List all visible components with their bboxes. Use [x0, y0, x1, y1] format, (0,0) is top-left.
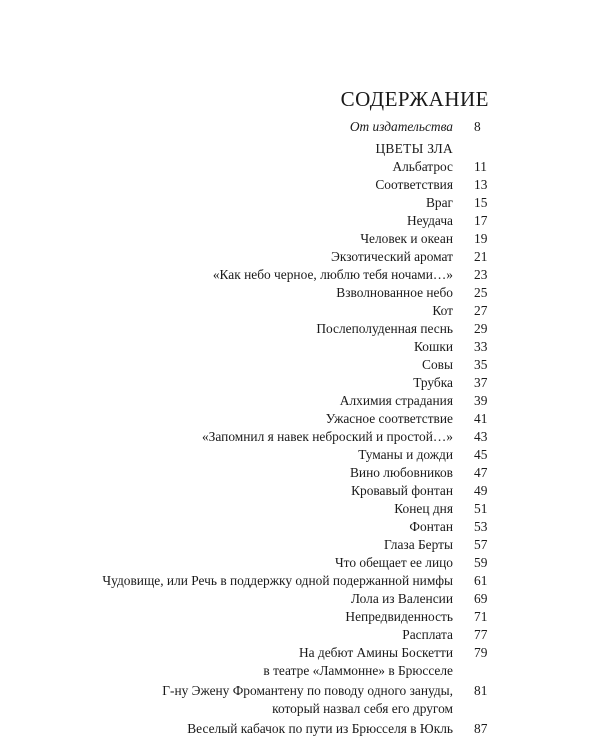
toc-entry[interactable]: [0, 554, 600, 572]
toc-entry[interactable]: [0, 518, 600, 536]
toc-entry[interactable]: [0, 572, 600, 590]
toc-entry-title: Трубка: [413, 375, 453, 390]
toc-entry-title: Кот: [432, 303, 453, 318]
toc-entry-page: 37: [474, 375, 488, 390]
toc-entry[interactable]: [0, 248, 600, 266]
toc-entry-page: 39: [474, 393, 488, 408]
toc-entry-page: 87: [474, 721, 488, 736]
toc-entry[interactable]: [0, 302, 600, 320]
toc-entry-multiline[interactable]: [0, 682, 600, 700]
toc-entry-page: 23: [474, 267, 488, 282]
toc-entry-page: 51: [474, 501, 488, 516]
toc-entry-page: 47: [474, 465, 488, 480]
toc-entry-page: 17: [474, 213, 488, 228]
toc-entry[interactable]: [0, 392, 600, 410]
toc-entry[interactable]: [0, 410, 600, 428]
toc-entry[interactable]: [0, 266, 600, 284]
toc-entry-title-line2: который назвал себя его другом: [272, 701, 453, 716]
toc-entry-title: Неудача: [406, 213, 453, 228]
toc-entry-page: 49: [474, 483, 488, 498]
toc-entry-title: Альбатрос: [392, 159, 453, 174]
toc-entry-title: Непредвиденность: [345, 609, 453, 624]
toc-entry-title-line1: Г-ну Эжену Фромантену по поводу одного зануды,: [162, 683, 453, 698]
toc-entry-title: Туманы и дожди: [358, 447, 453, 462]
toc-entry[interactable]: [0, 464, 600, 482]
toc-entry-page: 29: [474, 321, 488, 336]
toc-entry-title: «Как небо черное, люблю тебя ночами…»: [212, 267, 453, 282]
toc-entry-page: 43: [474, 429, 488, 444]
toc-entry[interactable]: [0, 720, 600, 738]
toc-entry[interactable]: [0, 320, 600, 338]
table-of-contents: [0, 118, 600, 738]
toc-entry-page: 59: [474, 555, 488, 570]
toc-entry-title: Кровавый фонтан: [351, 483, 453, 498]
toc-entry[interactable]: [0, 590, 600, 608]
toc-entry-page: 8: [474, 119, 481, 134]
toc-entry-title: От издательства: [349, 119, 453, 134]
toc-entry[interactable]: [0, 446, 600, 464]
toc-entry-title: Кошки: [414, 339, 453, 354]
toc-entry-title: Алхимия страдания: [339, 393, 453, 408]
toc-entry-page: 71: [474, 609, 488, 624]
toc-entry-intro[interactable]: [0, 118, 600, 136]
toc-entry[interactable]: [0, 536, 600, 554]
toc-entry-page: 27: [474, 303, 488, 318]
toc-entry-page: 61: [474, 573, 488, 588]
toc-entry-page: 53: [474, 519, 488, 534]
toc-entry-page: 45: [474, 447, 488, 462]
toc-entry-page: 69: [474, 591, 488, 606]
toc-entry-page: 79: [474, 645, 488, 660]
toc-entry[interactable]: [0, 500, 600, 518]
toc-entry-page: 25: [474, 285, 488, 300]
toc-entry-title-line1: На дебют Амины Боскетти: [298, 645, 453, 660]
toc-entry-title: Послеполуденная песнь: [316, 321, 453, 336]
toc-entry[interactable]: [0, 626, 600, 644]
toc-entry[interactable]: [0, 428, 600, 446]
toc-entry[interactable]: [0, 374, 600, 392]
toc-entry-title: Чудовище, или Речь в поддержку одной подержанной нимфы: [102, 573, 453, 588]
toc-entry-title: Соответствия: [375, 177, 453, 192]
toc-entry-title: Вино любовников: [350, 465, 453, 480]
toc-entry-page: 15: [474, 195, 488, 210]
toc-entry-title: Взволнованное небо: [336, 285, 453, 300]
toc-entry[interactable]: [0, 194, 600, 212]
toc-entry[interactable]: [0, 158, 600, 176]
toc-entry-title: Человек и океан: [360, 231, 453, 246]
toc-entry-page: 81: [474, 683, 488, 698]
toc-entry-page: 41: [474, 411, 488, 426]
toc-entry-title: Враг: [425, 195, 453, 210]
toc-entry-title: Конец дня: [394, 501, 453, 516]
toc-entry[interactable]: [0, 608, 600, 626]
toc-entry-title: Фонтан: [409, 519, 453, 534]
toc-entry-title: Что обещает ее лицо: [334, 555, 453, 570]
toc-entry[interactable]: [0, 284, 600, 302]
toc-entry-page: 21: [474, 249, 488, 264]
toc-entry-page: 19: [474, 231, 488, 246]
toc-entry-continuation: [0, 662, 600, 680]
toc-entry-title: Экзотический аромат: [331, 249, 453, 264]
toc-entry-multiline[interactable]: [0, 644, 600, 662]
toc-entry[interactable]: [0, 482, 600, 500]
toc-entry-page: 33: [474, 339, 488, 354]
toc-entry-title: Совы: [422, 357, 453, 372]
toc-entry-page: 35: [474, 357, 488, 372]
toc-entry-continuation: [0, 700, 600, 718]
toc-entry-title: Веселый кабачок по пути из Брюсселя в Юкль: [187, 721, 453, 736]
toc-entry[interactable]: [0, 338, 600, 356]
toc-entry-title: «Запомнил я навек неброский и простой…»: [201, 429, 453, 444]
toc-section-heading: [0, 140, 600, 158]
toc-entry-page: 11: [474, 159, 487, 174]
toc-entry-title-line2: в театре «Ламмонне» в Брюсселе: [263, 663, 453, 678]
toc-entry[interactable]: [0, 356, 600, 374]
toc-entry[interactable]: [0, 176, 600, 194]
toc-entry-title: Лола из Валенсии: [350, 591, 453, 606]
toc-entry-page: 13: [474, 177, 488, 192]
toc-entry-page: 77: [474, 627, 488, 642]
toc-entry-page: 57: [474, 537, 488, 552]
page-title: СОДЕРЖАНИЕ: [340, 87, 489, 111]
toc-entry[interactable]: [0, 230, 600, 248]
toc-entry-title: Глаза Берты: [384, 537, 453, 552]
toc-section-title: ЦВЕТЫ ЗЛА: [375, 141, 453, 156]
toc-entry[interactable]: [0, 212, 600, 230]
toc-entry-title: Расплата: [402, 627, 453, 642]
toc-entry-title: Ужасное соответствие: [325, 411, 453, 426]
